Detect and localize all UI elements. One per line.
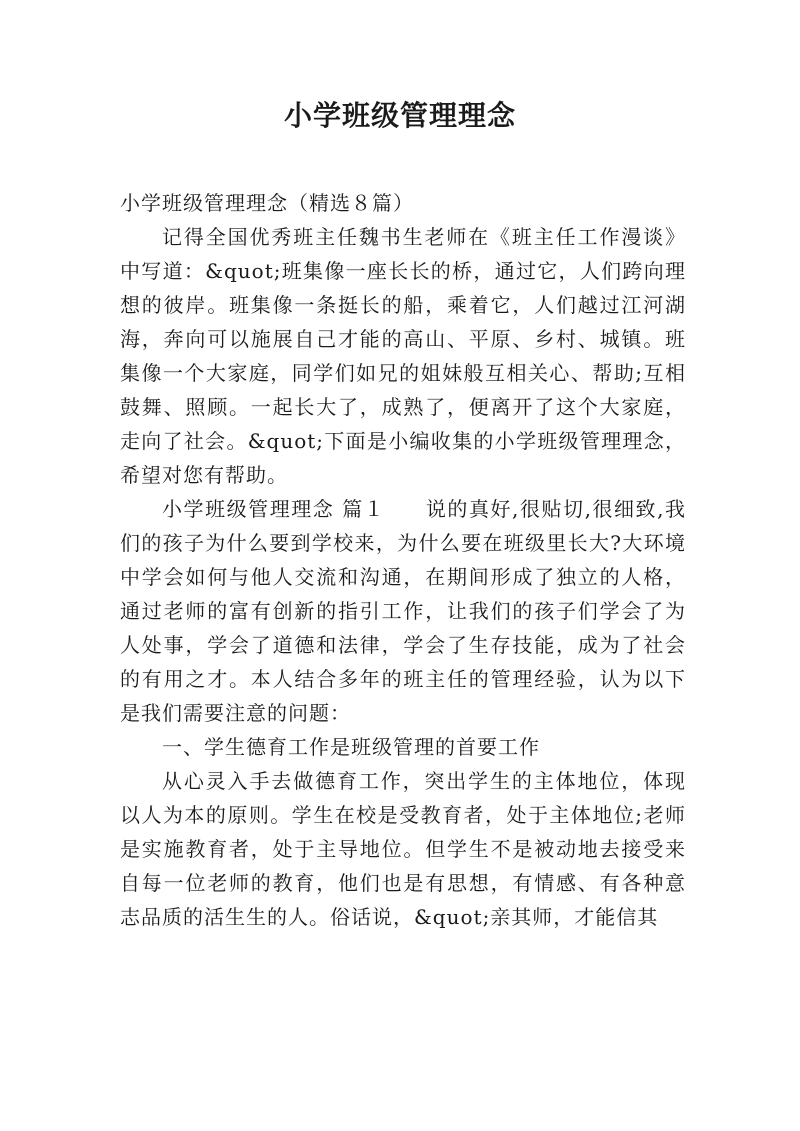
section1-text: 说的真好,很贴切,很细致,我们的孩子为什么要到学校来，为什么要在班级里长大?大环境中学会如何与他人交流和沟通，在期间形成了独立的人格，通过老师的富有创新的指引工作，让我们的孩子们学会了为人处事，学会了道德和法律，学会了生存技能，成为了社会的有用之才。本人结合多年的班主任的管理经验，认为以下是我们需要注意的问题： bbox=[120, 497, 686, 725]
point1-heading: 一、学生德育工作是班级管理的首要工作 bbox=[162, 735, 540, 759]
point1-paragraph: 从心灵入手去做德育工作，突出学生的主体地位，体现以人为本的原则。学生在校是受教育者，处于主体地位;老师是实施教育者，处于主导地位。但学生不是被动地去接受来自每一位老师的教育，他们也是有思想，有情感、有各种意志品质的活生生的人。俗话说，&quot;亲其师，才能信其 bbox=[120, 769, 686, 929]
section1-heading: 小学班级管理理念 篇１ bbox=[162, 497, 386, 521]
document-subtitle: 小学班级管理理念（精选８篇） bbox=[120, 191, 414, 215]
section1-paragraph bbox=[120, 492, 686, 730]
intro-paragraph: 记得全国优秀班主任魏书生老师在《班主任工作漫谈》中写道：&quot;班集像一座长长的桥，通过它，人们跨向理想的彼岸。班集像一条挺长的船，乘着它，人们越过江河湖海，奔向可以施展自己才能的高山、平原、乡村、城镇。班集像一个大家庭，同学们如兄的姐妹般互相关心、帮助;互相鼓舞、照顾。一起长大了，成熟了，便离开了这个大家庭，走向了社会。&quot;下面是小编收集的小学班级管理理念，希望对您有帮助。 bbox=[120, 225, 686, 487]
document-title: 小学班级管理理念 bbox=[283, 99, 516, 132]
document-body bbox=[120, 186, 686, 934]
